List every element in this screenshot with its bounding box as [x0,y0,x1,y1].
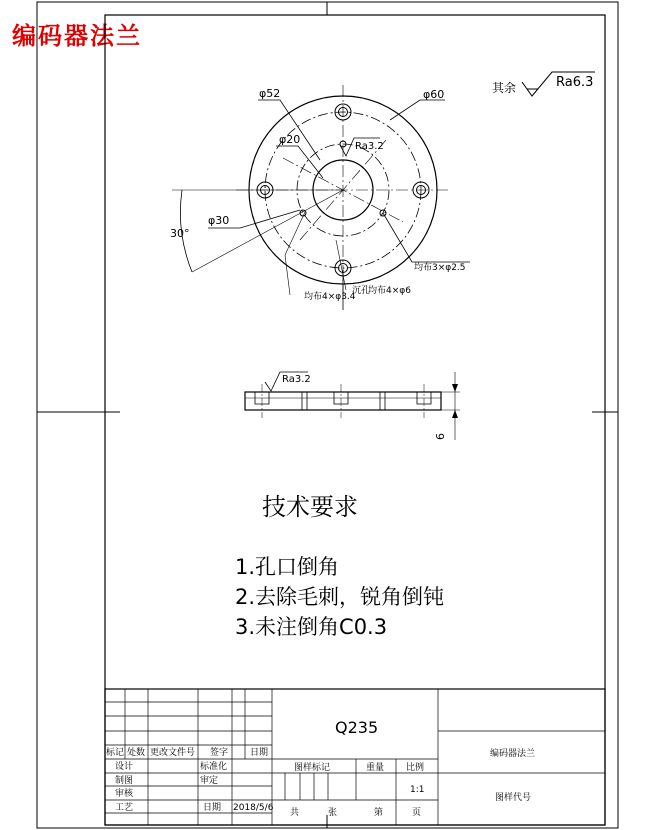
inner-border [105,15,605,825]
note-counterbore: 沉孔 [352,286,371,296]
dim-d60: φ60 [423,88,445,101]
label-approve: 审定 [200,776,219,786]
label-process: 工艺 [115,803,134,813]
label-page: 第 [374,808,384,818]
drawing-number: 图样代号 [495,793,532,803]
label-date-2: 日期 [203,803,222,813]
label-check: 审核 [115,789,134,799]
label-date: 日期 [250,748,269,758]
tech-heading: 技术要求 [262,493,358,521]
label-design: 设计 [115,762,134,772]
scale-value: 1:1 [410,785,425,795]
label-weight: 重量 [366,763,385,773]
label-mark: 标记 [106,748,125,758]
surface-label: 其余 [492,81,517,95]
side-thickness: 6 [434,433,447,440]
surface-value: Ra6.3 [556,75,594,90]
outer-border [37,2,618,828]
material: Q235 [335,718,379,737]
label-total: 共 [290,808,300,818]
part-name: 编码器法兰 [490,749,536,759]
tech-item-3: 3.未注倒角C0.3 [235,615,388,639]
corner-title: 编码器法兰 [12,21,142,50]
label-page-unit: 页 [412,808,422,818]
tech-item-2: 2.去除毛刺，锐角倒钝 [235,585,445,609]
dim-d30: φ30 [208,214,230,227]
label-sheet-unit: 张 [328,808,338,818]
note-4x-d3-4: 均布4×φ3.4 [304,292,356,302]
date-value: 2018/5/6 [233,803,274,813]
label-draft: 制图 [115,776,134,786]
label-scale: 比例 [406,763,425,773]
note-3x-d2-5: 均布3×φ2.5 [414,263,466,273]
angle-30: 30° [170,227,190,240]
side-ra: Ra3.2 [282,374,311,385]
side-view [245,372,460,440]
dim-d20: φ20 [279,133,301,146]
tech-item-1: 1.孔口倒角 [235,555,340,579]
note-4x-d6: 均布4×φ6 [368,286,411,296]
top-view [170,85,470,310]
label-count: 处数 [127,748,146,758]
label-standardize: 标准化 [200,762,228,772]
ra-inner: Ra3.2 [355,141,384,152]
plate-section [245,392,441,410]
title-block [105,689,605,825]
dim-d52: φ52 [259,87,281,100]
label-stage-mark: 图样标记 [294,763,331,773]
label-sign: 签字 [210,748,229,758]
label-change-doc: 更改文件号 [150,748,196,758]
